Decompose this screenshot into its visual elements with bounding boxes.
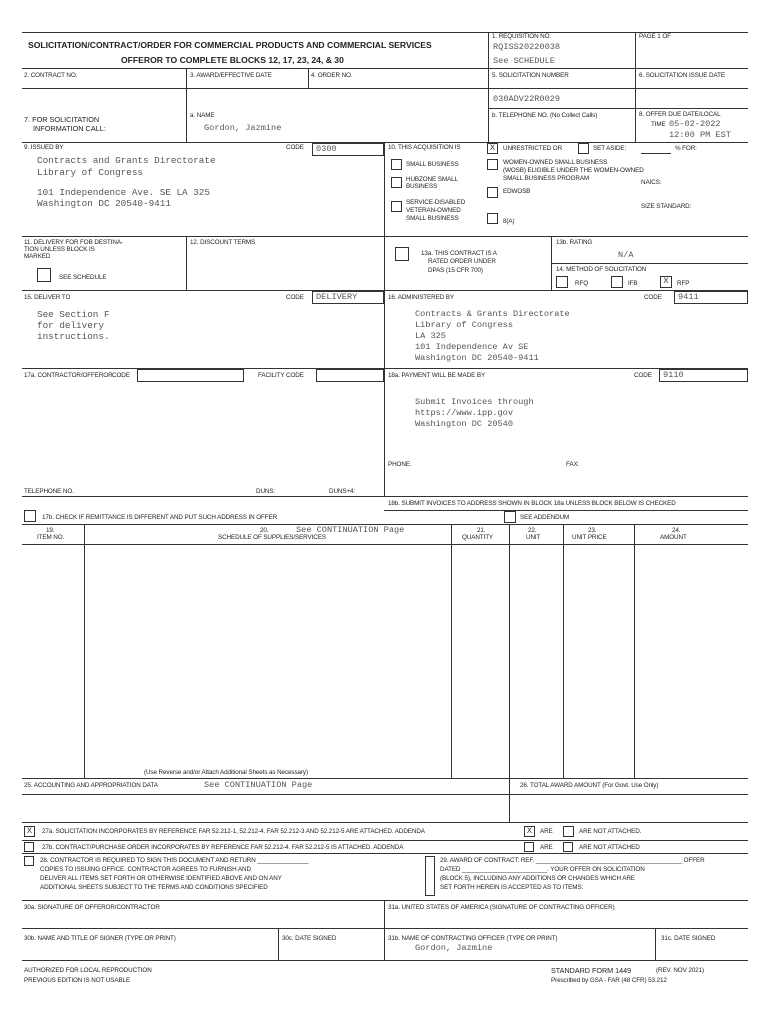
col-20-number: 20.: [260, 527, 269, 534]
27b-checkbox[interactable]: [24, 842, 34, 852]
discount-terms-label: 12. DISCOUNT TERMS: [190, 239, 256, 246]
signer-name-label: 30b. NAME AND TITLE OF SIGNER (TYPE OR PRINT): [24, 935, 176, 942]
footer-prescribed: Prescribed by GSA - FAR (48 CFR) 53.212: [551, 977, 667, 984]
col-19-number: 19.: [46, 527, 55, 534]
addendum-checkbox[interactable]: [504, 511, 516, 523]
requisition-note: See SCHEDULE: [493, 56, 555, 66]
issued-by-label: 9. ISSUED BY: [24, 144, 64, 151]
acquisition-label: 10. THIS ACQUISITION IS: [388, 144, 461, 151]
col-24-number: 24.: [672, 527, 681, 534]
ifb-label: IFB: [628, 280, 638, 287]
requisition-number: RQISS20220038: [493, 42, 561, 52]
ifb-checkbox[interactable]: [611, 276, 623, 288]
rated-order-checkbox[interactable]: [395, 247, 409, 261]
29-line-1: 29. AWARD OF CONTRACT: REF. ___________________________________________ OFFER: [440, 857, 705, 864]
footer-form-name: STANDARD FORM 1449: [551, 966, 632, 975]
unrestricted-checkbox[interactable]: X: [487, 143, 498, 154]
contractor-code-input[interactable]: [137, 369, 244, 382]
payment-code: 9110: [663, 370, 684, 380]
administered-by-line-3: LA 325: [415, 331, 446, 341]
sdvosb-label-1: SERVICE-DISABLED: [406, 199, 466, 206]
sdvosb-label-2: VETERAN-OWNED: [406, 207, 461, 214]
issued-by-line-2: Library of Congress: [37, 167, 144, 178]
hubzone-label-1: HUBZONE SMALL: [406, 176, 458, 183]
remittance-label: 17b. CHECK IF REMITTANCE IS DIFFERENT AND PUT SUCH ADDRESS IN OFFER: [42, 514, 278, 521]
administered-by-line-4: 101 Independence Av SE: [415, 342, 529, 352]
payment-line-2: https://www.ipp.gov: [415, 408, 513, 418]
contractor-code-label: CODE: [112, 372, 130, 379]
telephone-no-label: TELEPHONE NO.: [24, 488, 74, 495]
col-21-header: QUANTITY: [462, 534, 494, 541]
issued-by-code: 0300: [316, 144, 337, 154]
schedule-note: (Use Reverse and/or Attach Additional Sheets as Necessary): [144, 769, 308, 776]
rated-order-label-3: DPAS (15 CFR 700): [428, 267, 483, 274]
contracting-officer-date-label: 31c. DATE SIGNED: [661, 935, 716, 942]
29-checkbox[interactable]: [425, 856, 435, 896]
telephone-label: b. TELEPHONE NO. (No Collect Calls): [492, 112, 598, 119]
rating-value: N/A: [618, 250, 634, 260]
phone-label: PHONE:: [388, 461, 412, 468]
order-no-label: 4. ORDER NO.: [311, 72, 353, 79]
rfq-label: RFQ: [575, 280, 588, 287]
deliver-to-line-3: instructions.: [37, 331, 110, 342]
27a-checkbox[interactable]: X: [24, 826, 35, 837]
form-title: SOLICITATION/CONTRACT/ORDER FOR COMMERCIAL PRODUCTS AND COMMERCIAL SERVICES: [28, 40, 432, 50]
eight-a-label: 8(A): [503, 218, 515, 225]
payment-code-label: CODE: [634, 372, 652, 379]
offer-due-date: 05-02-2022: [669, 119, 721, 129]
set-aside-checkbox[interactable]: [578, 143, 589, 154]
award-date-label: 3. AWARD/EFFECTIVE DATE: [190, 72, 272, 79]
addendum-label: SEE ADDENDUM: [520, 514, 570, 521]
see-schedule-checkbox[interactable]: [37, 268, 51, 282]
27a-are-not-label: ARE NOT ATTACHED.: [579, 828, 642, 835]
submit-invoices-label: 18b. SUBMIT INVOICES TO ADDRESS SHOWN IN BLOCK 18a UNLESS BLOCK BELOW IS CHECKED: [388, 500, 676, 507]
col-23-header: UNIT PRICE: [572, 534, 607, 541]
wosb-label-2: (WOSB) ELIGIBLE UNDER THE WOMEN-OWNED: [503, 167, 644, 174]
footer-authorized: AUTHORIZED FOR LOCAL REPRODUCTION: [24, 967, 152, 974]
issued-by-code-label: CODE: [286, 144, 304, 151]
solicitation-number-label: 5. SOLICITATION NUMBER: [492, 72, 569, 79]
issued-by-line-5: Washington DC 20540-9411: [37, 198, 171, 209]
27b-are-not-label: ARE NOT ATTACHED: [579, 844, 640, 851]
signer-date-label: 30c. DATE SIGNED: [282, 935, 337, 942]
remittance-checkbox[interactable]: [24, 510, 36, 522]
delivery-label-1: 11. DELIVERY FOR FOB DESTINA-: [24, 239, 123, 246]
contact-name: Gordon, Jazmine: [204, 123, 282, 133]
29-line-2: DATED _________________________. YOUR OFFER ON SOLICITATION: [440, 866, 645, 873]
sdvosb-checkbox[interactable]: [391, 201, 402, 212]
rfp-checkbox[interactable]: X: [660, 276, 672, 288]
info-call-label: 7. FOR SOLICITATION: [24, 115, 100, 124]
contractor-label: 17a. CONTRACTOR/OFFEROR: [24, 372, 113, 379]
solicitation-method-label: 14. METHOD OF SOLICITATION: [556, 266, 647, 273]
28-line-3: DELIVER ALL ITEMS SET FORTH OR OTHERWISE IDENTIFIED ABOVE AND ON ANY: [40, 875, 282, 882]
col-23-number: 23.: [588, 527, 597, 534]
issued-by-line-4: 101 Independence Ave. SE LA 325: [37, 187, 210, 198]
accounting-value: See CONTINUATION Page: [204, 780, 313, 790]
wosb-checkbox[interactable]: [487, 159, 498, 170]
27a-are-not-checkbox[interactable]: [563, 826, 574, 837]
percent-for-label: % FOR:: [675, 145, 697, 152]
total-award-label: 26. TOTAL AWARD AMOUNT (For Govt. Use Only): [520, 782, 659, 789]
duns-label: DUNS:: [256, 488, 276, 495]
administered-by-line-2: Library of Congress: [415, 320, 513, 330]
rfq-checkbox[interactable]: [556, 276, 568, 288]
offeror-signature-label: 30a. SIGNATURE OF OFFEROR/CONTRACTOR: [24, 904, 160, 911]
naics-label: NAICS:: [641, 179, 662, 186]
payment-line-1: Submit Invoices through: [415, 397, 534, 407]
deliver-to-line-1: See Section F: [37, 309, 110, 320]
contracting-officer-name: Gordon, Jazmine: [415, 943, 493, 953]
27a-are-label: ARE: [540, 828, 553, 835]
27b-are-checkbox[interactable]: [524, 842, 534, 852]
rated-order-label-2: RATED ORDER UNDER: [428, 258, 496, 265]
29-line-3: (BLOCK 5), INCLUDING ANY ADDITIONS OR CHANGES WHICH ARE: [440, 875, 635, 882]
contract-no-label: 2. CONTRACT NO.: [24, 72, 78, 79]
small-business-label: SMALL BUSINESS: [406, 161, 459, 168]
fax-label: FAX:: [566, 461, 580, 468]
rfp-label: RFP: [677, 280, 690, 287]
contracting-officer-name-label: 31b. NAME OF CONTRACTING OFFICER (TYPE OR PRINT): [388, 935, 558, 942]
sdvosb-label-3: SMALL BUSINESS: [406, 215, 459, 222]
col-20-header: SCHEDULE OF SUPPLIES/SERVICES: [218, 534, 326, 541]
wosb-label-3: SMALL BUSINESS PROGRAM: [503, 175, 590, 182]
facility-code-input[interactable]: [316, 369, 384, 382]
col-22-header: UNIT: [526, 534, 541, 541]
accounting-label: 25. ACCOUNTING AND APPROPRIATION DATA: [24, 782, 158, 789]
set-aside-percent-line: [641, 153, 671, 154]
27a-label: 27a. SOLICITATION INCORPORATES BY REFERENCE FAR 52.212-1, 52.212-4. FAR 52.212-3 AND 52.212-5 ARE ATTACHED. ADDENDA: [42, 828, 425, 835]
deliver-to-code-label: CODE: [286, 294, 304, 301]
delivery-label-3: MARKED: [24, 253, 51, 260]
28-checkbox[interactable]: [24, 856, 34, 866]
edwosb-label: EDWOSB: [503, 188, 531, 195]
deliver-to-code: DELIVERY: [316, 292, 358, 302]
col-24-header: AMOUNT: [660, 534, 687, 541]
small-business-checkbox[interactable]: [391, 159, 402, 170]
administered-by-code: 9411: [678, 292, 699, 302]
contracting-officer-signature-label: 31a. UNITED STATES OF AMERICA (SIGNATURE OF CONTRACTING OFFICER): [388, 904, 615, 911]
time-label: TIME: [651, 121, 666, 128]
deliver-to-line-2: for delivery: [37, 320, 104, 331]
payment-line-3: Washington DC 20540: [415, 419, 513, 429]
page-label: PAGE 1 OF: [639, 33, 671, 40]
issued-by-line-1: Contracts and Grants Directorate: [37, 155, 216, 166]
form-subtitle: OFFEROR TO COMPLETE BLOCKS 12, 17, 23, 24, & 30: [121, 55, 344, 65]
eight-a-checkbox[interactable]: [487, 213, 498, 224]
deliver-to-label: 15. DELIVER TO: [24, 294, 71, 301]
offer-due-time: 12:00 PM EST: [669, 130, 731, 140]
27b-are-label: ARE: [540, 844, 553, 851]
rating-label: 13b. RATING: [556, 239, 593, 246]
administered-by-line-1: Contracts & Grants Directorate: [415, 309, 570, 319]
wosb-label-1: WOMEN-OWNED SMALL BUSINESS: [503, 159, 608, 166]
delivery-label-2: TION UNLESS BLOCK IS: [24, 246, 95, 253]
block-18b-divider: [384, 510, 748, 511]
payment-label: 18a. PAYMENT WILL BE MADE BY: [388, 372, 486, 379]
see-schedule-label: SEE SCHEDULE: [59, 274, 107, 281]
footer-previous-edition: PREVIOUS EDITION IS NOT USABLE: [24, 977, 131, 984]
administered-by-label: 16. ADMINISTERED BY: [388, 294, 454, 301]
facility-code-label: FACILITY CODE: [258, 372, 304, 379]
27b-label: 27b. CONTRACT/PURCHASE ORDER INCORPORATES BY REFERENCE FAR 52.212-4. FAR 52.212-5 IS ATTACHED. ADDENDA: [42, 844, 404, 851]
info-call-label-2: INFORMATION CALL:: [33, 124, 106, 133]
footer-revision: (REV. NOV 2021): [656, 967, 704, 974]
29-line-4: SET FORTH HEREIN IS ACCEPTED AS TO ITEMS:: [440, 884, 584, 891]
unrestricted-label: UNRESTRICTED OR: [503, 145, 563, 152]
rated-order-label-1: 13a. THIS CONTRACT IS A: [421, 250, 497, 257]
hubzone-label-2: BUSINESS: [406, 183, 438, 190]
rating-divider: [551, 263, 748, 264]
size-standard-label: SIZE STANDARD:: [641, 203, 692, 210]
28-line-1: 28. CONTRACTOR IS REQUIRED TO SIGN THIS DOCUMENT AND RETURN _______________: [40, 857, 309, 864]
schedule-continuation: See CONTINUATION Page: [296, 525, 405, 535]
administered-by-code-label: CODE: [644, 294, 662, 301]
col-19-header: ITEM NO.: [37, 534, 65, 541]
duns4-label: DUNS+4:: [329, 488, 356, 495]
edwosb-checkbox[interactable]: [487, 187, 498, 198]
27b-are-not-checkbox[interactable]: [563, 842, 573, 852]
col-22-number: 22.: [528, 527, 537, 534]
27a-are-checkbox[interactable]: X: [524, 826, 535, 837]
solicitation-number: 030ADV22R0029: [493, 94, 561, 104]
col-21-number: 21.: [477, 527, 486, 534]
offer-due-label: 8. OFFER DUE DATE/LOCAL: [639, 111, 721, 118]
28-line-4: ADDITIONAL SHEETS SUBJECT TO THE TERMS AND CONDITIONS SPECIFIED: [40, 884, 268, 891]
contact-name-label: a. NAME: [190, 112, 215, 119]
administered-by-line-5: Washington DC 20540-9411: [415, 353, 539, 363]
hubzone-checkbox[interactable]: [391, 177, 402, 188]
set-aside-label: SET ASIDE:: [593, 145, 627, 152]
requisition-label: 1. REQUISITION NO.: [492, 33, 552, 40]
issue-date-label: 6. SOLICITATION ISSUE DATE: [639, 72, 725, 79]
28-line-2: COPIES TO ISSUING OFFICE. CONTRACTOR AGREES TO FURNISH AND: [40, 866, 251, 873]
